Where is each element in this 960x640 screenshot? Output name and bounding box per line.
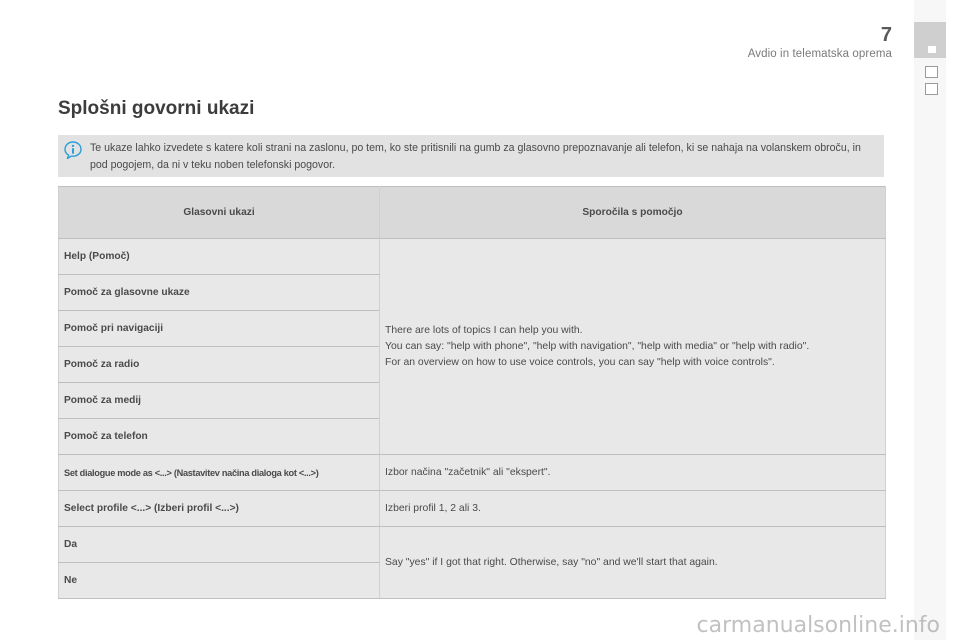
page-number: 7 <box>880 24 892 46</box>
command-cell: Pomoč za radio <box>59 347 380 383</box>
message-line: You can say: "help with phone", "help with navigation", "help with media" or "help with radio". <box>385 340 810 352</box>
table-row <box>59 239 886 275</box>
command-cell: Pomoč za glasovne ukaze <box>59 275 380 311</box>
info-box <box>58 135 884 177</box>
header-voice-commands: Glasovni ukazi <box>59 187 380 239</box>
chapter-tab-mark <box>928 46 936 53</box>
table-row <box>59 491 886 527</box>
message-cell: Izbor načina "začetnik" ali "ekspert". <box>380 455 886 491</box>
header-help-messages: Sporočila s pomočjo <box>380 187 886 239</box>
message-line: There are lots of topics I can help you with. <box>385 324 583 336</box>
command-cell: Pomoč za telefon <box>59 419 380 455</box>
info-icon <box>64 141 82 159</box>
watermark: carmanualsonline.info <box>696 613 940 638</box>
table-header-row <box>59 187 886 239</box>
chapter-box-1[interactable] <box>925 66 938 78</box>
message-cell: Izberi profil 1, 2 ali 3. <box>380 491 886 527</box>
table-row <box>59 455 886 491</box>
command-cell: Pomoč pri navigaciji <box>59 311 380 347</box>
chapter-box-2[interactable] <box>925 83 938 95</box>
help-message-cell <box>380 239 886 455</box>
table-row <box>59 527 886 563</box>
section-title: Avdio in telematska oprema <box>747 48 892 60</box>
message-line: For an overview on how to use voice controls, you can say "help with voice controls". <box>385 356 775 368</box>
command-cell: Da <box>59 527 380 563</box>
command-cell: Select profile <...> (Izberi profil <...>) <box>59 491 380 527</box>
page-heading: Splošni govorni ukazi <box>58 98 255 119</box>
message-cell: Say "yes" if I got that right. Otherwise, say "no" and we'll start that again. <box>380 527 886 599</box>
command-cell: Set dialogue mode as <...> (Nastavitev načina dialoga kot <...>) <box>59 455 380 491</box>
info-text: Te ukaze lahko izvedete s katere koli strani na zaslonu, po tem, ko ste pritisnili na gumb za glasovno prepoznavanje ali telefon, ki se nahaja na volanskem obroču, in pod pogojem, da ni v teku noben telefonski pogovor. <box>90 142 861 171</box>
side-strip <box>914 0 946 640</box>
command-cell: Help (Pomoč) <box>59 239 380 275</box>
voice-commands-table <box>58 186 886 599</box>
command-cell: Ne <box>59 563 380 599</box>
command-cell: Pomoč za medij <box>59 383 380 419</box>
